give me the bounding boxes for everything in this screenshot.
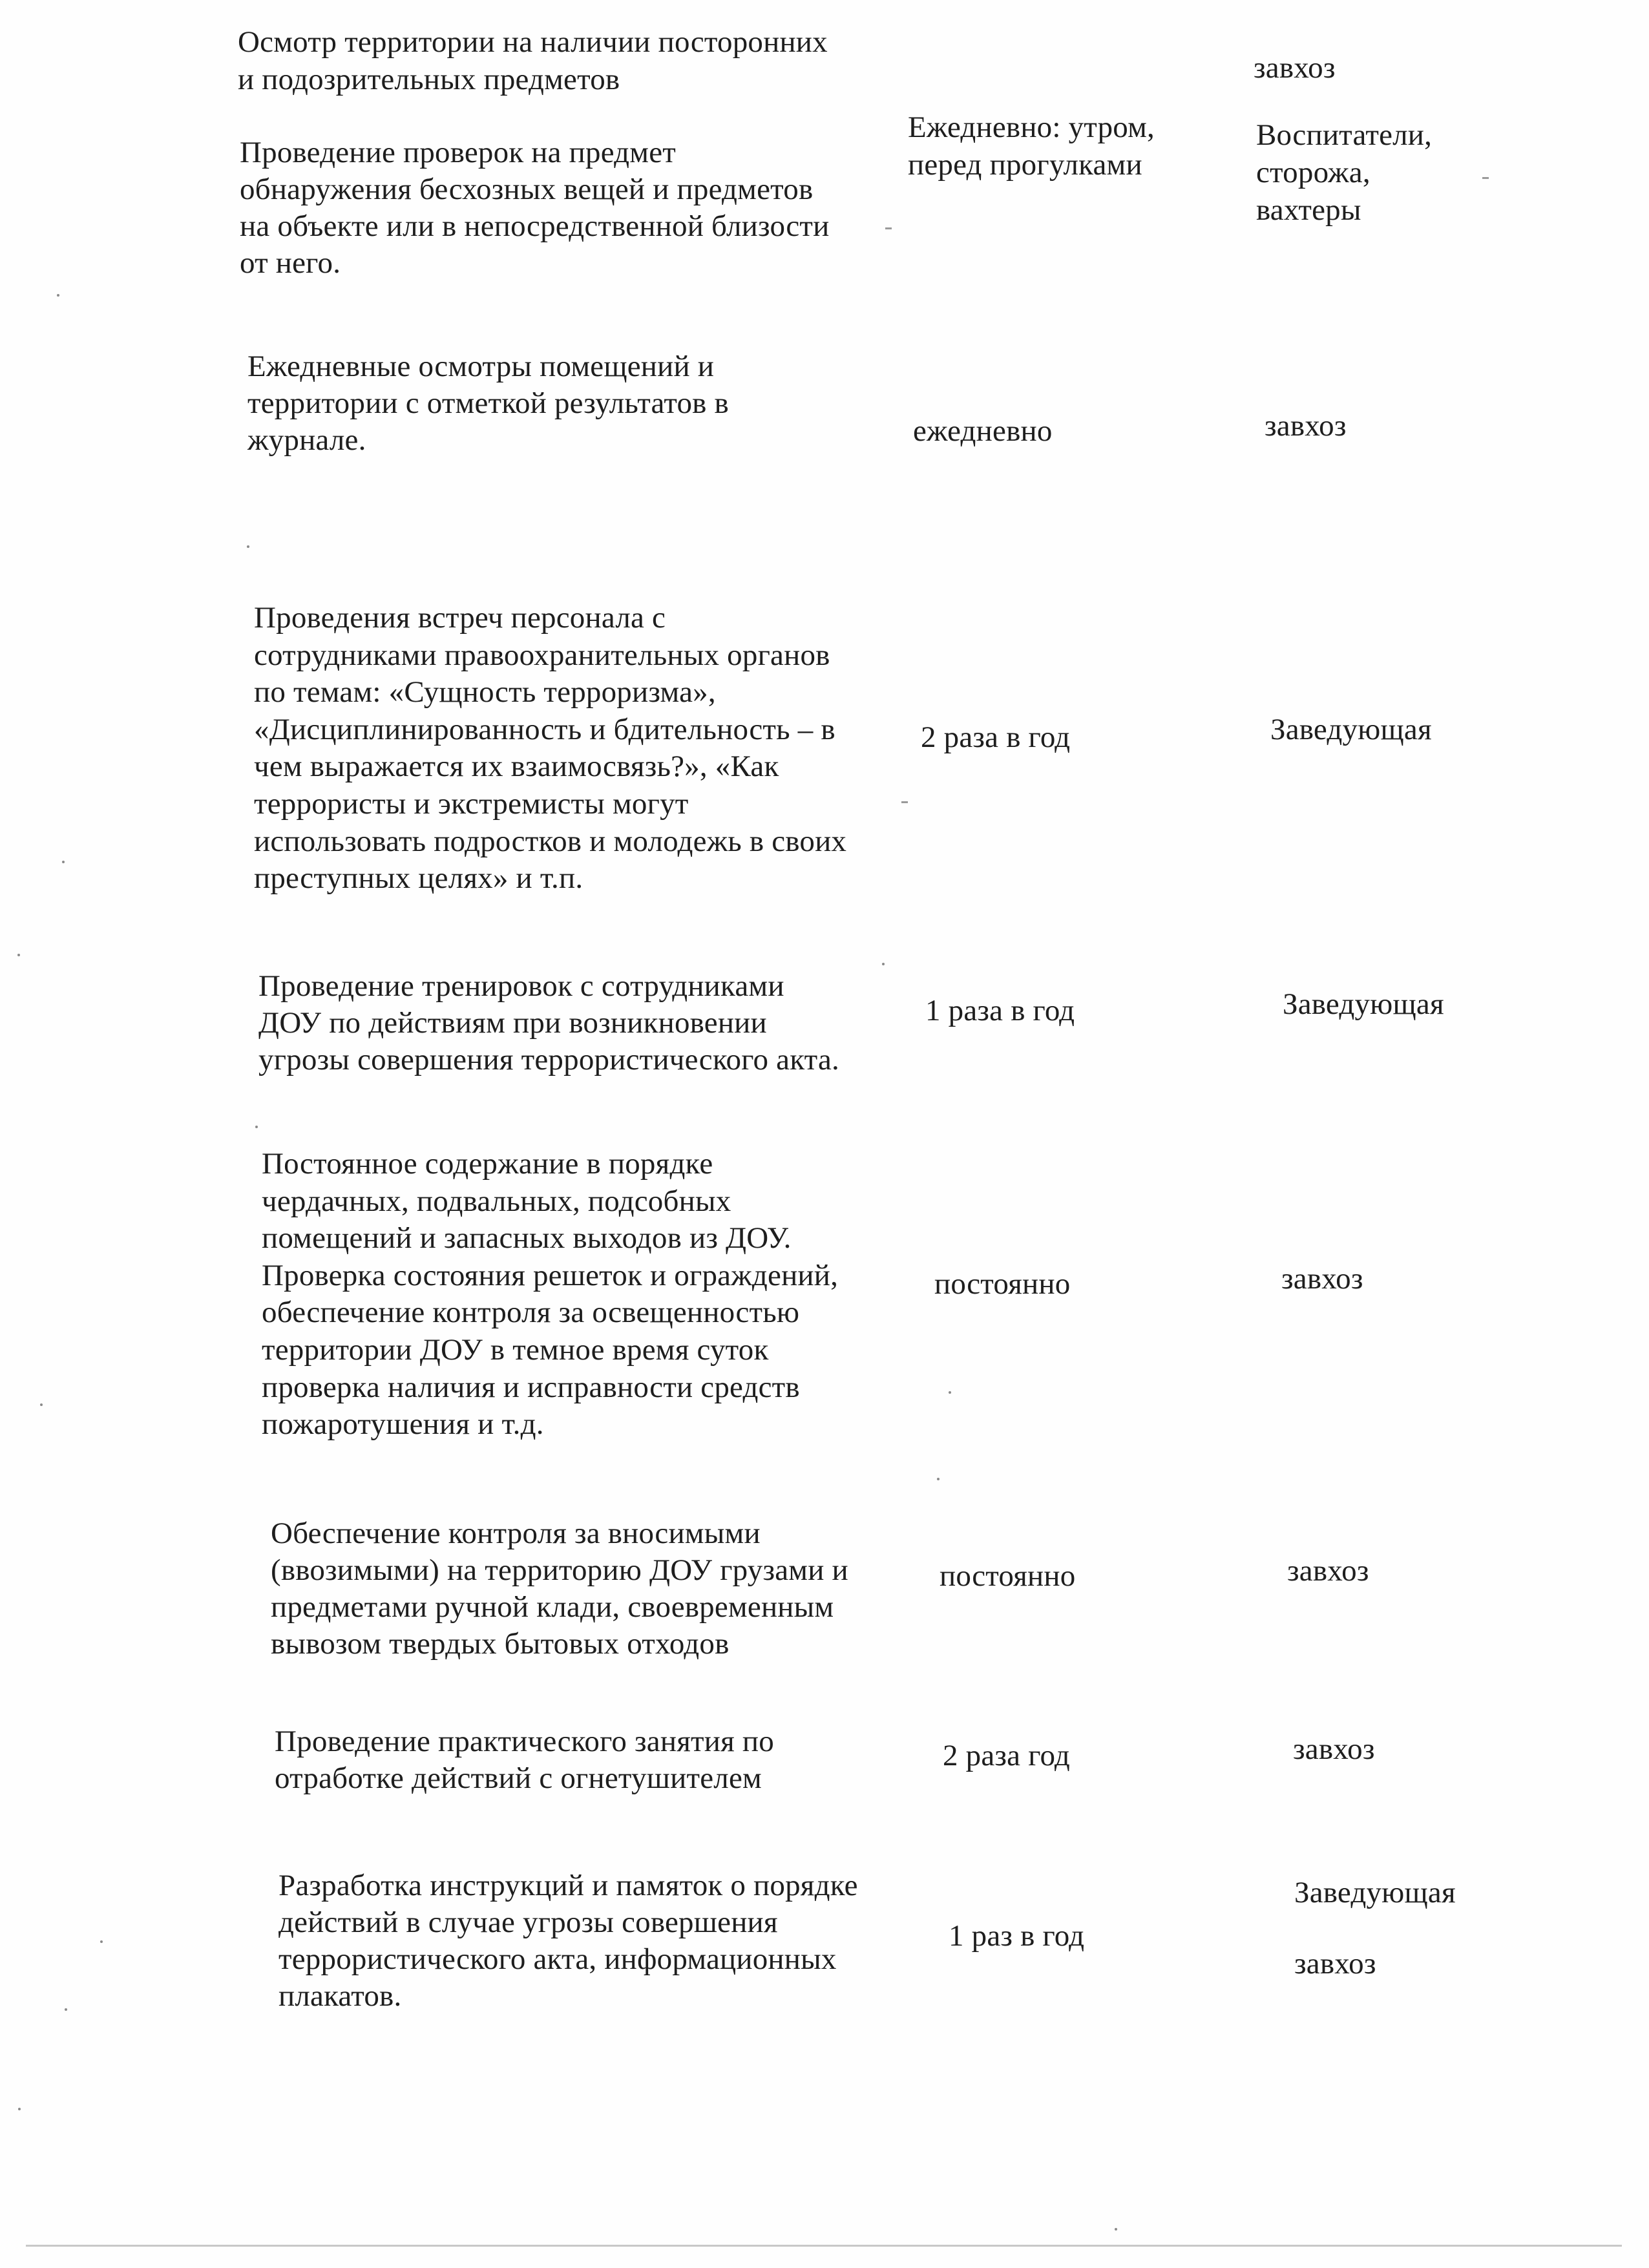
text-line: террористы и экстремисты могут bbox=[254, 786, 689, 821]
scan-speck bbox=[100, 1940, 103, 1943]
text-line: использовать подростков и молодежь в своих bbox=[254, 824, 847, 858]
text-line: отработке действий с огнетушителем bbox=[275, 1761, 762, 1795]
activity-text bbox=[275, 1723, 774, 1797]
responsible-text bbox=[1254, 49, 1336, 87]
text-line: территории с отметкой результатов в bbox=[247, 386, 729, 420]
text-line: сторожа, bbox=[1256, 156, 1371, 189]
scan-speck bbox=[882, 963, 885, 965]
scan-speck bbox=[247, 545, 249, 548]
text-line: угрозы совершения террористического акта. bbox=[258, 1043, 839, 1076]
text-line: вывозом твердых бытовых отходов bbox=[271, 1627, 730, 1661]
text-line: проверка наличия и исправности средств bbox=[262, 1370, 800, 1404]
text-line: постоянно bbox=[934, 1267, 1071, 1301]
text-line: Проведения встреч персонала с bbox=[254, 601, 666, 635]
activity-text bbox=[271, 1515, 848, 1663]
text-line: плакатов. bbox=[278, 1979, 402, 2013]
period-text bbox=[908, 109, 1155, 184]
scan-speck bbox=[937, 1478, 940, 1480]
activity-text bbox=[278, 1867, 858, 2015]
text-line: сотрудниками правоохранительных органов bbox=[254, 638, 830, 672]
text-line: помещений и запасных выходов из ДОУ. bbox=[262, 1221, 792, 1255]
text-line: Заведующая bbox=[1270, 713, 1432, 746]
text-line: пожаротушения и т.д. bbox=[262, 1407, 544, 1442]
text-line: от него. bbox=[240, 246, 341, 280]
scan-mark bbox=[1482, 177, 1489, 179]
text-line: «Дисциплинированность и бдительность – в bbox=[254, 712, 835, 746]
text-line: предметами ручной клади, своевременным bbox=[271, 1590, 834, 1624]
text-line: завхоз bbox=[1293, 1732, 1375, 1766]
scan-speck bbox=[40, 1403, 43, 1406]
text-line: Проведение проверок на предмет bbox=[240, 136, 677, 169]
responsible-text bbox=[1270, 711, 1432, 748]
text-line: Заведующая bbox=[1294, 1876, 1456, 1909]
text-line: на объекте или в непосредственной близости bbox=[240, 209, 830, 243]
text-line: обнаружения бесхозных вещей и предметов bbox=[240, 173, 814, 206]
activity-text bbox=[254, 600, 846, 898]
text-line: завхоз bbox=[1287, 1554, 1369, 1588]
text-line: Проверка состояния решеток и ограждений, bbox=[262, 1258, 839, 1292]
period-text bbox=[925, 992, 1075, 1029]
text-line: постоянно bbox=[940, 1559, 1076, 1593]
text-line: и подозрительных предметов bbox=[238, 63, 620, 96]
period-text bbox=[943, 1737, 1070, 1774]
text-line: ДОУ по действиям при возникновении bbox=[258, 1006, 767, 1040]
text-line: ежедневно bbox=[913, 414, 1053, 448]
text-line: Постоянное содержание в порядке bbox=[262, 1147, 713, 1181]
activity-text bbox=[238, 23, 828, 98]
scan-speck bbox=[949, 1391, 951, 1394]
text-line: перед прогулками bbox=[908, 148, 1142, 182]
text-line: 1 раза в год bbox=[925, 994, 1075, 1027]
text-line: Обеспечение контроля за вносимыми bbox=[271, 1517, 761, 1550]
text-line: завхоз bbox=[1281, 1262, 1363, 1296]
text-line: журнале. bbox=[247, 423, 366, 457]
scan-speck bbox=[57, 294, 59, 297]
responsible-text bbox=[1287, 1552, 1369, 1590]
text-line: Ежедневные осмотры помещений и bbox=[247, 350, 715, 383]
activity-text bbox=[258, 968, 839, 1078]
activity-text bbox=[247, 348, 729, 459]
scan-speck bbox=[62, 861, 65, 863]
text-line: чем выражается их взаимосвязь?», «Как bbox=[254, 750, 779, 784]
scan-speck bbox=[18, 2108, 21, 2110]
text-line: обеспечение контроля за освещенностью bbox=[262, 1296, 800, 1330]
period-text bbox=[940, 1557, 1075, 1595]
text-line: Проведение тренировок с сотрудниками bbox=[258, 969, 784, 1003]
responsible-text bbox=[1294, 1875, 1456, 1982]
text-line: 2 раза год bbox=[943, 1739, 1070, 1772]
activity-text bbox=[240, 134, 829, 282]
text-line: по темам: «Сущность терроризма», bbox=[254, 675, 716, 709]
text-line: террористического акта, информационных bbox=[278, 1942, 837, 1976]
scan-speck bbox=[1115, 2228, 1117, 2231]
text-line: преступных целях» и т.п. bbox=[254, 861, 583, 896]
scan-mark bbox=[901, 801, 908, 803]
scan-speck bbox=[255, 1126, 258, 1128]
scan-speck bbox=[17, 954, 20, 956]
text-line: вахтеры bbox=[1256, 193, 1361, 227]
period-text bbox=[913, 412, 1053, 450]
text-line: действий в случае угрозы совершения bbox=[278, 1906, 778, 1939]
responsible-text bbox=[1256, 116, 1432, 229]
text-line: завхоз bbox=[1265, 409, 1347, 443]
text-line: Осмотр территории на наличии посторонних bbox=[238, 25, 828, 59]
period-text bbox=[934, 1265, 1070, 1303]
period-text bbox=[949, 1917, 1084, 1955]
text-line: Разработка инструкций и памяток о порядке bbox=[278, 1869, 858, 1902]
text-line: Проведение практического занятия по bbox=[275, 1725, 774, 1758]
text-line bbox=[1294, 1911, 1456, 1946]
text-line: завхоз bbox=[1254, 51, 1336, 85]
text-line: Заведующая bbox=[1283, 987, 1444, 1021]
period-text bbox=[921, 719, 1070, 756]
text-line: территории ДОУ в темное время суток bbox=[262, 1332, 769, 1367]
text-line: Ежедневно: утром, bbox=[908, 110, 1155, 144]
responsible-text bbox=[1293, 1730, 1375, 1768]
scan-bottom-edge bbox=[26, 2245, 1622, 2247]
text-line: (ввозимыми) на территорию ДОУ грузами и bbox=[271, 1553, 848, 1587]
scan-speck bbox=[65, 2008, 67, 2011]
activity-text bbox=[262, 1146, 838, 1444]
text-line: чердачных, подвальных, подсобных bbox=[262, 1184, 731, 1218]
responsible-text bbox=[1265, 407, 1347, 445]
text-line: Воспитатели, bbox=[1256, 118, 1433, 152]
text-line: 1 раз в год bbox=[949, 1919, 1085, 1953]
scan-mark bbox=[885, 227, 892, 229]
responsible-text bbox=[1283, 985, 1444, 1023]
text-line: завхоз bbox=[1294, 1947, 1376, 1980]
responsible-text bbox=[1281, 1260, 1363, 1297]
text-line: 2 раза в год bbox=[921, 720, 1071, 754]
